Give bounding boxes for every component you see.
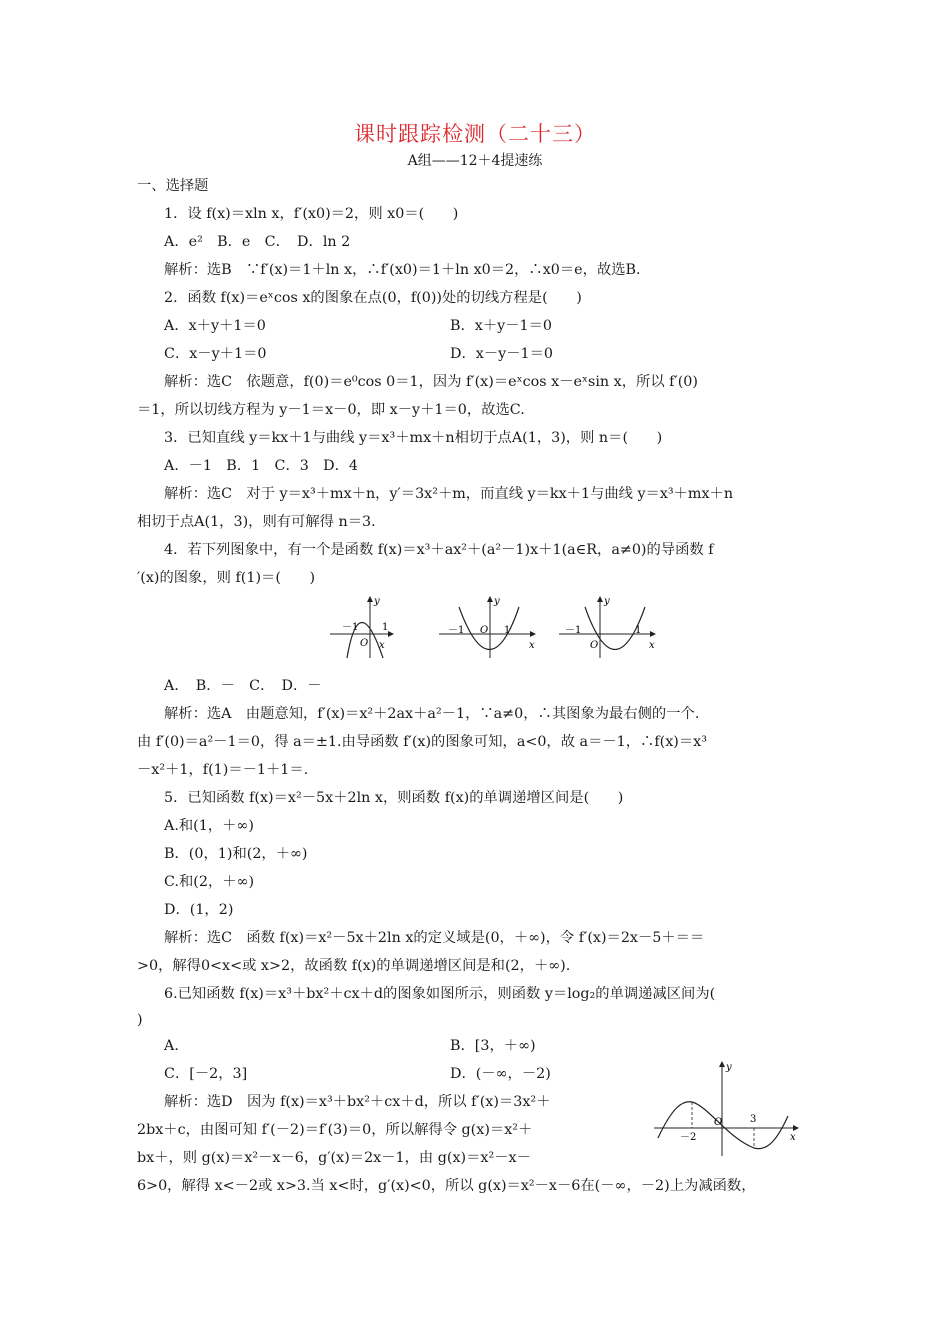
graph-left [330,596,393,658]
page-title: 课时跟踪检测（二十三） [354,122,596,146]
tick-one: 1 [382,622,389,633]
option-2d: D．x－y－1＝0 [450,346,553,362]
axis-x-label: x [379,640,385,651]
axis-x-label: x [790,1132,796,1143]
answer-2-line-1: 解析：选C 依题意，f(0)＝e⁰cos 0＝1，因为 f′(x)＝eˣcos x－eˣsin x，所以 f′(0) [164,374,698,390]
question-6-line-2: ) [137,1012,143,1028]
answer-2-line-2: ＝1，所以切线方程为 y－1＝x－0，即 x－y＋1＝0，故选C. [137,402,525,418]
question-4-graphs [325,592,665,662]
question-6-graph [650,1058,802,1158]
question-4-line-2: ′(x)的图象，则 f(1)＝( ) [137,570,316,586]
answer-3-line-1: 解析：选C 对于 y＝x³＋mx＋n，y′＝3x²＋m，而直线 y＝kx＋1与曲线 y＝x³＋mx＋n [164,486,734,502]
origin-label: O [480,625,489,636]
tick-neg-one: －1 [448,625,465,636]
question-6-line-1: 6.已知函数 f(x)＝x³＋bx²＋cx＋d的图象如图所示，则函数 y＝log₂的单调递减区间为( [164,986,716,1002]
option-6b: B．[3，＋∞) [450,1038,536,1054]
answer-5-line-1: 解析：选C 函数 f(x)＝x²－5x＋2ln x的定义域是(0，＋∞)，令 f′(x)＝2x－5＋＝＝ [164,930,705,946]
axis-x-label: x [649,640,655,651]
question-2: 2．函数 f(x)＝eˣcos x的图象在点(0，f(0))处的切线方程是( ) [164,290,582,306]
answer-3-line-2: 相切于点A(1，3)，则有可解得 n＝3. [137,514,376,530]
option-2a: A．x＋y＋1＝0 [164,318,266,334]
question-3: 3．已知直线 y＝kx＋1与曲线 y＝x³＋mx＋n相切于点A(1，3)，则 n＝( ) [164,430,663,446]
tick-neg-one: －1 [565,625,582,636]
axis-y-label: y [604,596,610,607]
graph-right [559,596,655,658]
question-4-line-1: 4．若下列图象中，有一个是函数 f(x)＝x³＋ax²＋(a²－1)x＋1(a∈R，a≠0)的导函数 f [164,542,714,558]
origin-label: O [590,640,599,651]
answer-4-line-1: 解析：选A 由题意知，f′(x)＝x²＋2ax＋a²－1，∵a≠0，∴其图象为最右侧的一个. [164,706,700,722]
option-5c: C.和(2，＋∞) [164,874,255,890]
option-5d: D．(1，2) [164,902,234,918]
tick-neg-two: －2 [680,1132,697,1143]
axis-y-label: y [494,596,500,607]
answer-4-line-2: 由 f′(0)＝a²－1＝0，得 a＝±1.由导函数 f′(x)的图象可知，a<0，故 a＝－1，∴f(x)＝x³ [137,734,707,750]
tick-neg-one: －1 [342,622,359,633]
tick-one: 1 [635,625,642,636]
axis-y-label: y [726,1062,732,1073]
option-6d: D．(－∞，－2) [450,1066,551,1082]
answer-6-line-4: 6>0，解得 x<－2或 x>3.当 x<时，g′(x)<0，所以 g(x)＝x²－x－6在(－∞，－2)上为减函数， [137,1178,756,1194]
section-heading: 一、选择题 [137,178,209,194]
tick-one: 1 [504,625,511,636]
option-6c: C．[－2，3] [164,1066,248,1082]
option-2b: B．x＋y－1＝0 [450,318,553,334]
option-6a: A. [164,1038,179,1054]
origin-label: O [714,1117,723,1128]
origin-label: O [360,638,369,649]
answer-6-line-2: 2bx＋c，由图可知 f′(－2)＝f′(3)＝0，所以解得令 g(x)＝x²＋ [137,1122,533,1138]
tick-three: 3 [750,1114,757,1125]
answer-5-line-2: >0，解得0<x<或 x>2，故函数 f(x)的单调递增区间是和(2，＋∞). [137,958,571,974]
answer-4-line-3: －x²＋1，f(1)＝－1＋1＝. [137,762,309,778]
option-5a: A.和(1，＋∞) [164,818,254,834]
graph-middle [439,596,535,658]
answer-1: 解析：选B ∵f′(x)＝1＋ln x，∴f′(x0)＝1＋ln x0＝2，∴x0＝e，故选B. [164,262,641,278]
question-1-options: A．e² B．e C． D．ln 2 [164,234,351,250]
page-subtitle: A组——12＋4提速练 [407,153,543,169]
answer-6-line-3: bx＋，则 g(x)＝x²－x－6，g′(x)＝2x－1，由 g(x)＝x²－x－ [137,1150,531,1166]
axis-x-label: x [529,640,535,651]
question-3-options: A．－1 B．1 C．3 D．4 [164,458,358,474]
option-5b: B．(0，1)和(2，＋∞) [164,846,308,862]
axis-y-label: y [374,596,380,607]
question-1: 1．设 f(x)＝xln x，f′(x0)＝2，则 x0＝( ) [164,206,459,222]
question-5: 5．已知函数 f(x)＝x²－5x＋2ln x，则函数 f(x)的单调递增区间是( ) [164,790,624,806]
option-2c: C．x－y＋1＝0 [164,346,267,362]
answer-6-line-1: 解析：选D 因为 f(x)＝x³＋bx²＋cx＋d，所以 f′(x)＝3x²＋ [164,1094,551,1110]
question-4-options: A． B．－ C． D．－ [164,678,322,694]
